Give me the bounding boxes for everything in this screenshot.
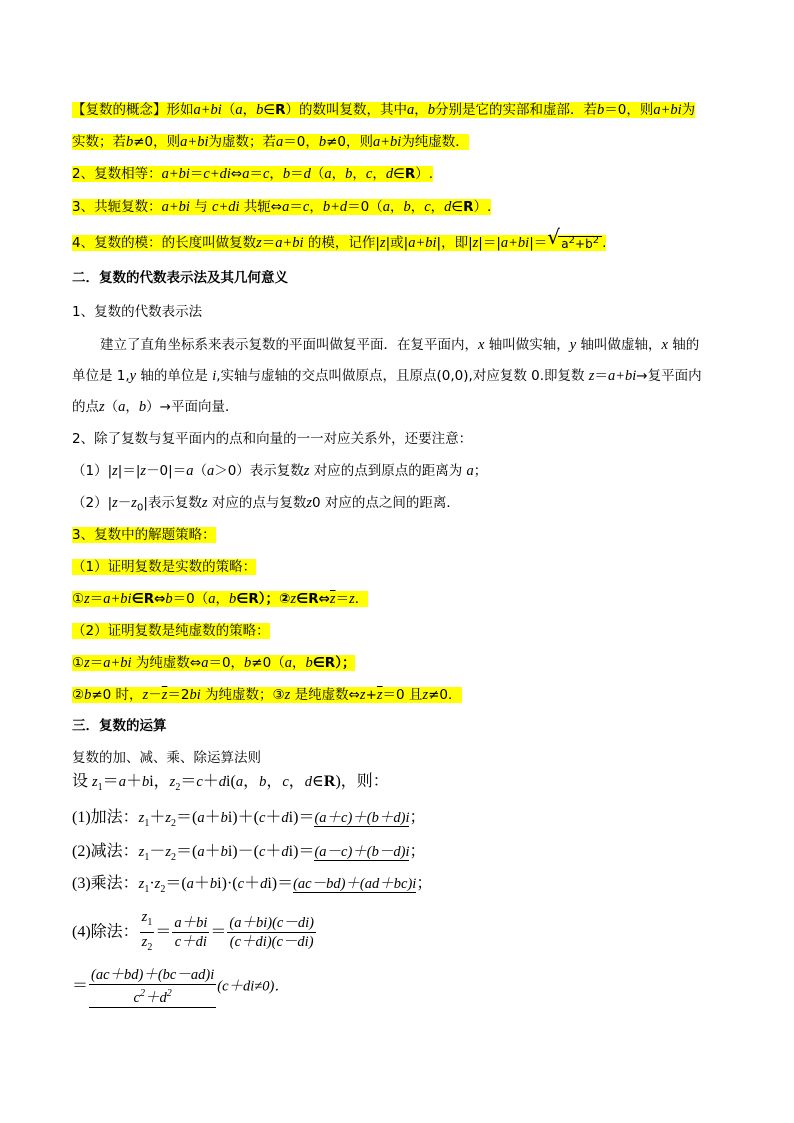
strategy-1-line: ①z＝a+bi∈R⇔b＝0（a，b∈R）；$②z\in R\Leftrightarrow\overline{z}=z$． bbox=[72, 591, 369, 607]
fraction-z1-z2: $\frac{z_1}{z_2}$ bbox=[141, 909, 153, 954]
section-2-title: 二．复数的代数表示法及其几何意义 bbox=[72, 270, 288, 286]
paragraph-line-3: 的点z（a，b）→平面向量． bbox=[72, 399, 239, 415]
fraction-result: $\frac{(ac+bd)+(bc-ad)i}{c^2+d^2}$ bbox=[91, 967, 215, 1006]
conjugate-line: 3、共轭复数：a+bi 与 c+di 共轭⇔a＝c，b+d＝0（a，b，c，d∈R）. bbox=[72, 199, 492, 215]
subtraction-rule: (2)减法：$z_1-z_2=(a+bi)-(c+di)=(a-c)+(b-d)i$； bbox=[72, 843, 426, 864]
section-3-title: 三．复数的运算 bbox=[72, 718, 167, 734]
fraction-quotient: $\frac{a+bi}{c+di}$ bbox=[174, 915, 208, 951]
strategy-2-title: （2）证明复数是纯虚数的策略： bbox=[72, 623, 270, 639]
strategy-1-title: （1）证明复数是实数的策略： bbox=[72, 559, 257, 575]
equality-line: 2、复数相等：a+bi＝c+di⇔a＝c，b＝d（a，b，c，d∈R）. bbox=[72, 166, 434, 182]
concept-text: 【复数的概念】形如a+bi（a，b∈R）的数叫复数，其中a，b分别是它的实部和虚部．若b＝0，则a+bi为 bbox=[72, 102, 696, 118]
division-result: ＝ $\frac{(ac+bd)+(bc-ad)i}{c^2+d^2}$ (c＋di≠0)． bbox=[72, 967, 289, 1006]
division-rule: (4)除法： $\frac{z_1}{z_2}$ ＝ $\frac{a+bi}{c+di}$ ＝ $\frac{(a+bi)(c-di)}{(c+di)(c-di)}$ bbox=[72, 908, 317, 957]
strategy-2-line-1: ①z＝a+bi 为纯虚数⇔a＝0，b≠0（a，b∈R）； bbox=[72, 655, 356, 671]
note-2: $(2)|z-z_0|$表示复数z 对应的点与复数z0 对应的点之间的距离． bbox=[72, 495, 460, 514]
concept-line-2 bbox=[72, 132, 469, 152]
addition-rule: (1)加法：$z_1+z_2=(a+bi)+(c+di)=(a+c)+(b+d)i$； bbox=[72, 809, 426, 830]
concept-line-1 bbox=[72, 100, 695, 120]
fraction-conjugate-multiply: $\frac{(a+bi)(c-di)}{(c+di)(c-di)}$ bbox=[229, 915, 314, 951]
section-2-sub-1: 1、复数的代数表示法 bbox=[72, 304, 203, 320]
note-1: （1）|z|＝|z－0|＝a（a＞0）表示复数z 对应的点到原点的距离为 a； bbox=[72, 463, 488, 479]
paragraph-line-1: 建立了直角坐标系来表示复数的平面叫做复平面．在复平面内，x 轴叫做实轴，y 轴叫做虚轴，x 轴的 bbox=[100, 337, 700, 353]
paragraph-line-2: 单位是 1,y 轴的单位是 i,实轴与虚轴的交点叫做原点，且原点(0,0),对应复数 0.即复数 z＝a+bi→复平面内 bbox=[72, 368, 702, 384]
sqrt-symbol: √ $a^2+b^2$ bbox=[547, 231, 602, 254]
section-2-sub-2: 2、除了复数与复平面内的点和向量的一一对应关系外，还要注意： bbox=[72, 431, 473, 447]
operations-definition: 设 $z_1=a+bi$，$z_2=c+di(a$，b，c，d∈R)，则： bbox=[72, 773, 389, 794]
operations-intro: 复数的加、减、乘、除运算法则 bbox=[72, 750, 261, 766]
concept-text-2: 实数；若b≠0，则a+bi为虚数；若a＝0，b≠0，则a+bi为纯虚数． bbox=[72, 134, 469, 150]
modulus-line: 4、复数的模：的长度叫做复数z＝a+bi 的模，记作|z|或|a+bi|，即|z|＝|a+bi|＝ √ $a^2+b^2$ . bbox=[72, 231, 606, 254]
strategy-2-line-2: ②b≠0 时，$z-\overline{z}=2bi$ 为纯虚数；③z 是纯虚数$\Leftrightarrow z+\overline{z}=0$ 且z≠0． bbox=[72, 687, 462, 703]
multiplication-rule: (3)乘法：$z_1\cdot z_2=(a+bi)\cdot(c+di)=(ac-bd)+(ad+bc)i$； bbox=[72, 875, 433, 896]
strategy-title: 3、复数中的解题策略： bbox=[72, 527, 216, 543]
